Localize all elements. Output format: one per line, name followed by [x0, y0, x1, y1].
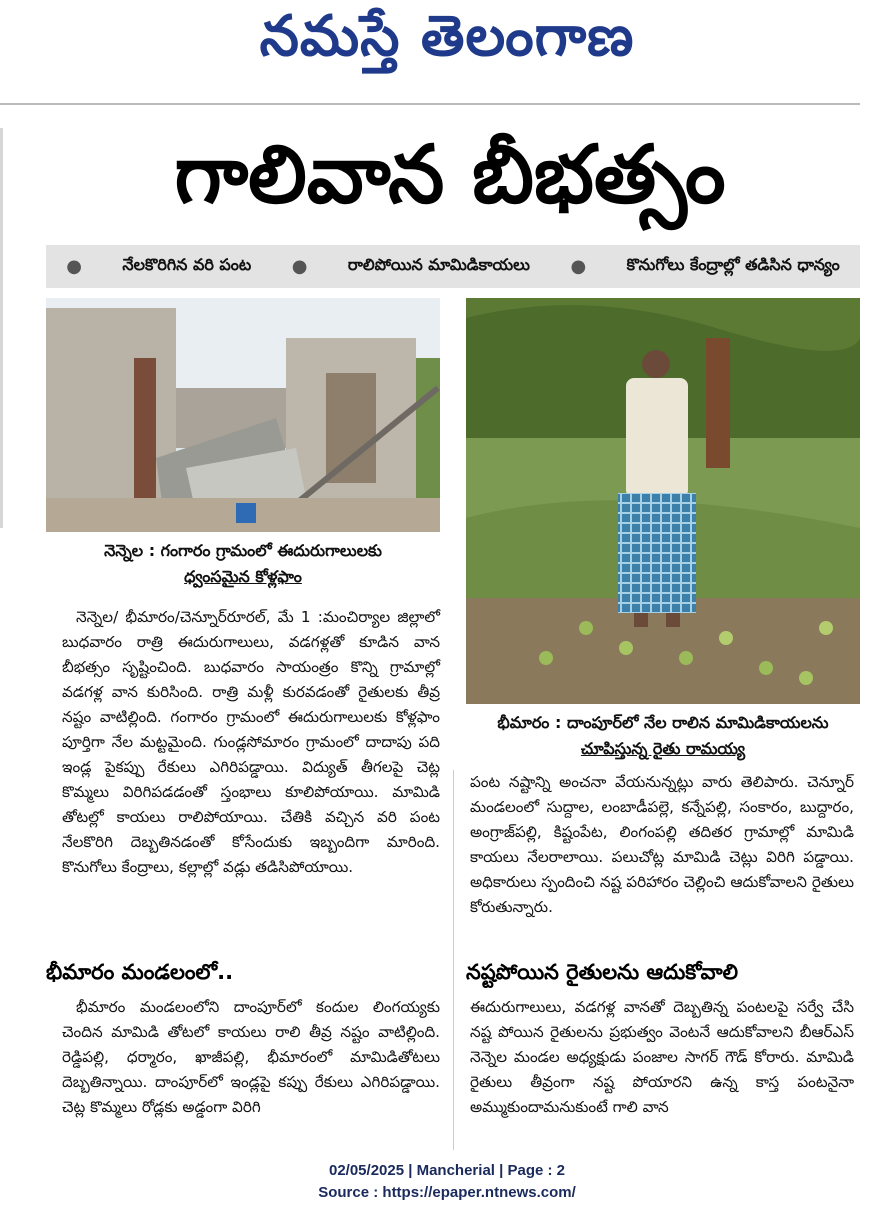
page-edge-strip — [0, 128, 3, 528]
subheadline-item: కొనుగోలు కేంద్రాల్లో తడిసిన ధాన్యం — [626, 255, 840, 274]
caption-line: భీమారం : దాంపూర్‌లో నేల రాలిన మామిడికాయలను — [497, 713, 829, 732]
section-heading-support-farmers: నష్టపోయిన రైతులను ఆదుకోవాలి — [466, 960, 739, 984]
caption-line: చూపిస్తున్న రైతు రామయ్య — [580, 739, 746, 758]
subheadline-item: నేలకొరిగిన వరి పంట — [122, 255, 252, 274]
caption-line: నెన్నెల : గంగారం గ్రామంలో ఈదురుగాలులకు — [104, 541, 382, 560]
newspaper-masthead — [0, 0, 894, 86]
mango-orchard-illustration — [466, 298, 860, 704]
photo-destroyed-poultry-farm — [46, 298, 440, 532]
subheadline-item: రాలిపోయిన మామిడికాయలు — [347, 255, 530, 274]
headline: గాలివాన బీభత్సం — [174, 128, 726, 221]
poultry-farm-illustration — [46, 298, 440, 532]
masthead-divider — [0, 103, 860, 105]
photo-left-caption — [46, 538, 440, 590]
article-body-left: నెన్నెల/ భీమారం/చెన్నూర్‌రూరల్, మే 1 :మంచిర్యాల జిల్లాలో బుధవారం రాత్రి ఈదురుగాలులు, వడగళ్లతో కూడిన వాన బీభత్సం సృష్టించింది. బుధవారం సాయంత్రం కొన్ని గ్రామాల్లో వడగళ్ల వాన కురిసింది. రాత్రి మళ్లీ కురవడంతో రైతులకు తీవ్ర నష్టం వాటిల్లింది. గంగారం గ్రామంలో ఈదురుగాలులకు కోళ్లఫాం పూర్తిగా నేల మట్టమైంది. గుండ్లసోమారం గ్రామంలో దాదాపు పది ఇండ్ల పైకప్పు రేకులు ఎగిరిపడ్డాయి. విద్యుత్ తీగలపై చెట్ల కొమ్మలు విరిగిపడడంతో స్తంభాలు కూలిపోయాయి. మామిడి తోటల్లో కాయలు రాలిపోయాయి. చేతికి వచ్చిన వరి పంట నేలకొరిగి దెబ్బతినడంతో కోసేందుకు ఇబ్బందిగా మారింది. కొనుగోలు కేంద్రాలు, కల్లాల్లో వడ్లు తడిసిపోయాయి. — [62, 608, 440, 876]
footer-source-link[interactable]: Source : https://epaper.ntnews.com/ — [318, 1184, 576, 1201]
caption-line: ధ్వంసమైన కోళ్లఫాం — [184, 567, 302, 586]
page-footer — [0, 1160, 894, 1204]
article-body-right-2: ఈదురుగాలులు, వడగళ్ల వానతో దెబ్బతిన్న పంటలపై సర్వే చేసి నష్ట పోయిన రైతులను ప్రభుత్వం వెంటనే ఆదుకోవాలని బీఆర్‌ఎస్ నెన్నెల మండల అధ్యక్షుడు పంజాల సాగర్ గౌడ్ కోరారు. మామిడి రైతులు తీవ్రంగా నష్ట పోయారని ఉన్న కాస్త పంటనైనా అమ్ముకుందామనుకుంటే గాలి వాన — [470, 998, 854, 1116]
subheadline-bar — [46, 245, 860, 288]
footer-edition-info: 02/05/2025 | Mancherial | Page : 2 — [328, 1162, 566, 1179]
photo-right-caption — [466, 710, 860, 762]
article-body-left-2: భీమారం మండలంలోని దాంపూర్‌లో కందుల లింగయ్యకు చెందిన మామిడి తోటలో కాయలు రాలి తీవ్ర నష్టం వాటిల్లింది. రెడ్డిపల్లి, ధర్మారం, ఖాజీపల్లి, భీమారంలో మామిడితోటలు దెబ్బతిన్నాయి. దాంపూర్‌లో ఇండ్లపై కప్పు రేకులు ఎగిరిపడ్డాయి. చెట్ల కొమ్మలు రోడ్లకు అడ్డంగా విరిగి — [62, 998, 440, 1116]
article-body-right: పంట నష్టాన్ని అంచనా వేయనున్నట్లు వారు తెలిపారు. చెన్నూర్ మండలంలో సుద్దాల, లంబాడీపల్లె, కన్నేపల్లి, సంకారం, బుద్దారం, అంగ్రాజ్‌పల్లి, కిష్టంపేట, లింగంపల్లి తదితర గ్రామాల్లో మామిడి కాయలు నేలరాలాయి. పలుచోట్ల మామిడి చెట్లు విరిగి పడ్డాయి. అధికారులు స్పందించి నష్ట పరిహారం చెల్లించి ఆదుకోవాలని రైతులు కోరుతున్నారు. — [470, 773, 854, 916]
photo-farmer-with-fallen-mangoes — [466, 298, 860, 704]
bullet-icon: ● — [66, 256, 82, 277]
column-divider — [453, 770, 454, 1150]
masthead-logo: నమస్తే తెలంగాణ — [259, 4, 635, 69]
bullet-icon: ● — [570, 256, 587, 277]
section-heading-bhimaram: భీమారం మండలంలో.. — [46, 960, 234, 984]
bullet-icon: ● — [291, 256, 308, 277]
